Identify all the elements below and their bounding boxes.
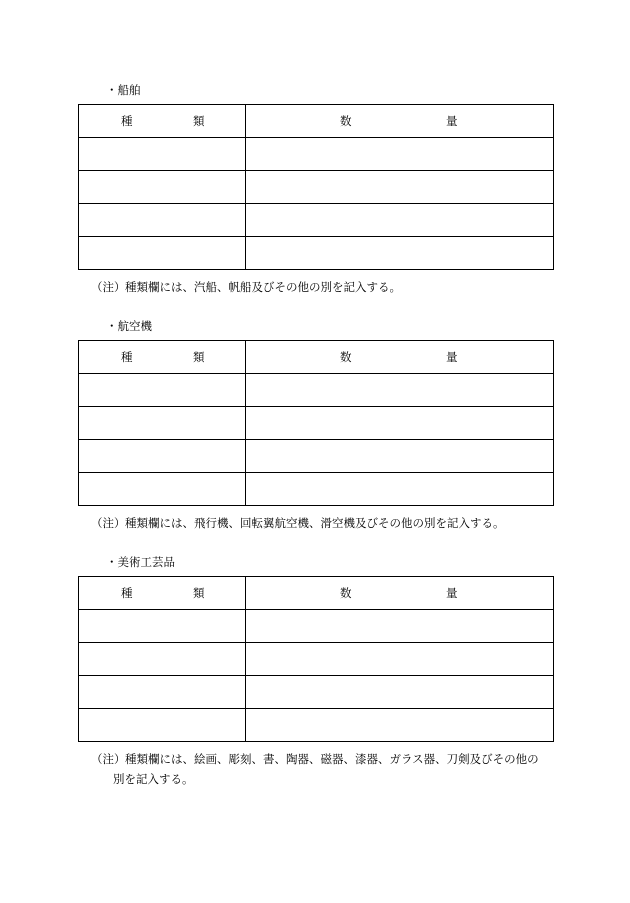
table-row (79, 473, 554, 506)
table-row (79, 237, 554, 270)
table-row (79, 610, 554, 643)
section-note-continued: 別を記入する。 (113, 772, 194, 786)
kind-cell[interactable] (79, 204, 246, 237)
kind-header: 種 類 (79, 341, 246, 374)
kind-cell[interactable] (79, 407, 246, 440)
table-row (79, 407, 554, 440)
kind-cell[interactable] (79, 676, 246, 709)
quantity-cell[interactable] (246, 138, 554, 171)
quantity-cell[interactable] (246, 709, 554, 742)
table-header-row (79, 341, 554, 374)
kind-cell[interactable] (79, 709, 246, 742)
quantity-cell[interactable] (246, 237, 554, 270)
kind-cell[interactable] (79, 138, 246, 171)
section-note: （注）種類欄には、汽船、帆船及びその他の別を記入する。 (91, 280, 401, 294)
quantity-cell[interactable] (246, 374, 554, 407)
quantity-header: 数 量 (246, 341, 554, 374)
quantity-cell[interactable] (246, 204, 554, 237)
quantity-cell[interactable] (246, 171, 554, 204)
section-title: ・船舶 (106, 83, 141, 97)
table-header-row (79, 577, 554, 610)
kind-cell[interactable] (79, 171, 246, 204)
kind-cell[interactable] (79, 473, 246, 506)
section-note: （注）種類欄には、絵画、彫刻、書、陶器、磁器、漆器、ガラス器、刀剣及びその他の (91, 752, 539, 766)
table-row (79, 171, 554, 204)
kind-cell[interactable] (79, 440, 246, 473)
table-row (79, 440, 554, 473)
kind-header: 種 類 (79, 105, 246, 138)
quantity-cell[interactable] (246, 407, 554, 440)
kind-cell[interactable] (79, 643, 246, 676)
quantity-header: 数 量 (246, 577, 554, 610)
kind-cell[interactable] (79, 610, 246, 643)
table-row (79, 138, 554, 171)
section-title: ・美術工芸品 (106, 555, 175, 569)
kind-header: 種 類 (79, 577, 246, 610)
kind-cell[interactable] (79, 374, 246, 407)
table-row (79, 643, 554, 676)
section-note: （注）種類欄には、飛行機、回転翼航空機、滑空機及びその他の別を記入する。 (91, 516, 505, 530)
quantity-cell[interactable] (246, 610, 554, 643)
table-row (79, 709, 554, 742)
quantity-cell[interactable] (246, 643, 554, 676)
artworks-table (78, 576, 554, 742)
ships-table (78, 104, 554, 270)
table-row (79, 374, 554, 407)
table-row (79, 676, 554, 709)
quantity-cell[interactable] (246, 473, 554, 506)
quantity-cell[interactable] (246, 440, 554, 473)
quantity-cell[interactable] (246, 676, 554, 709)
kind-cell[interactable] (79, 237, 246, 270)
table-row (79, 204, 554, 237)
section-title: ・航空機 (106, 319, 152, 333)
aircraft-table (78, 340, 554, 506)
table-header-row (79, 105, 554, 138)
quantity-header: 数 量 (246, 105, 554, 138)
